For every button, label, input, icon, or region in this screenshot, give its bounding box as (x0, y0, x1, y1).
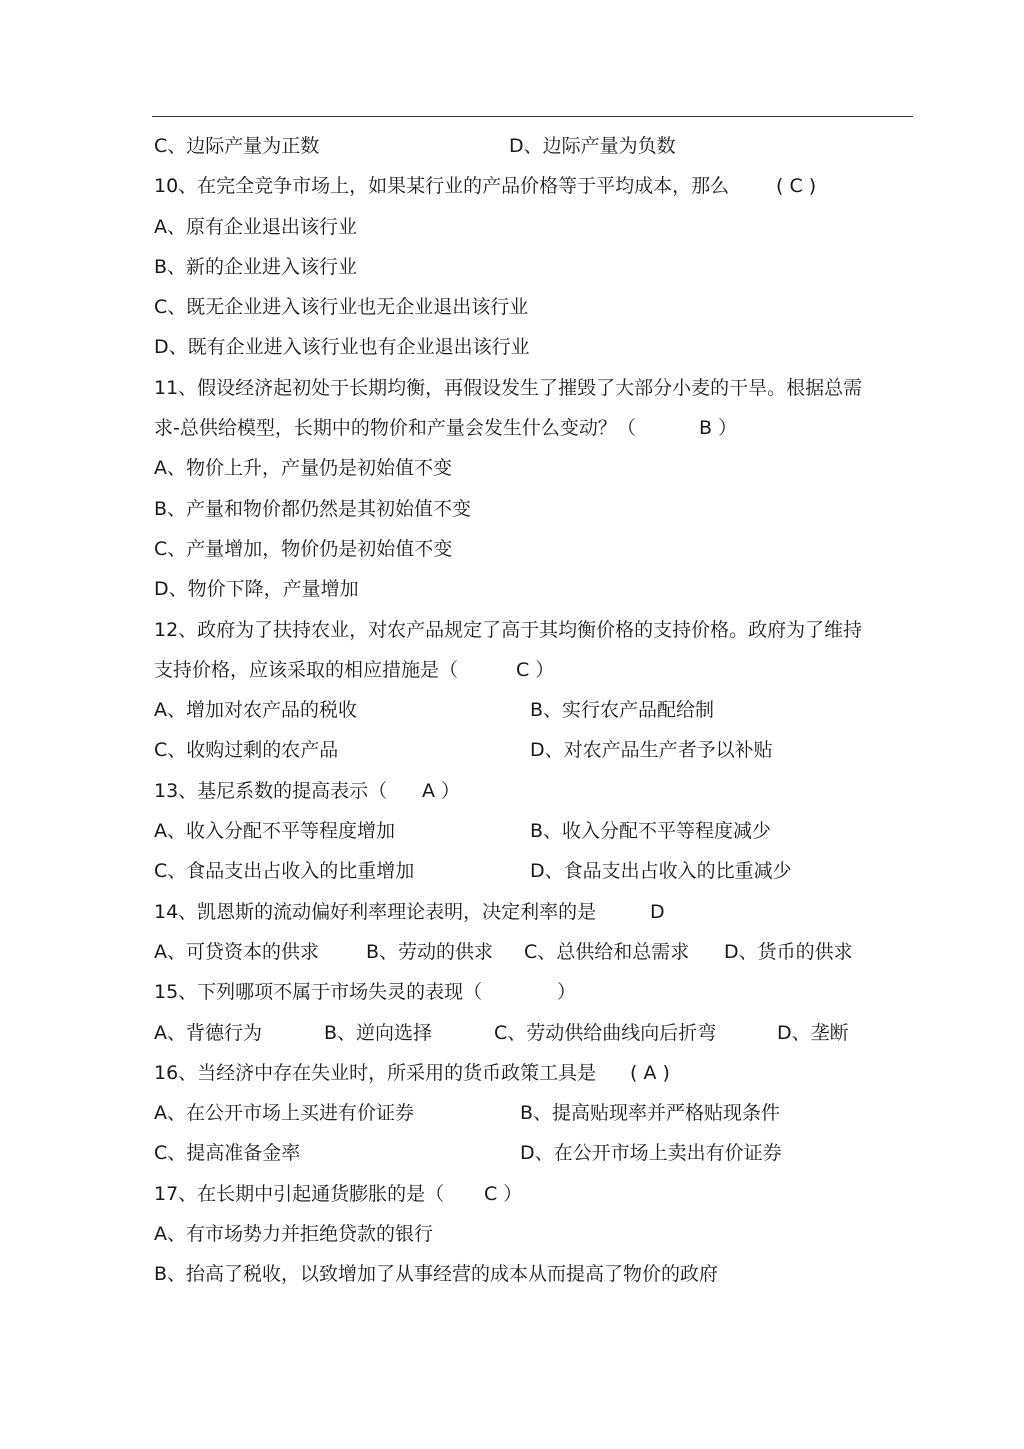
q15-option-c: C、劳动供给曲线向后折弯 (494, 1021, 717, 1044)
q14-option-c: C、总供给和总需求 (524, 940, 690, 963)
q13-option-a: A、收入分配不平等程度增加 (154, 820, 395, 843)
q10-option-c: C、既无企业进入该行业也无企业退出该行业 (154, 296, 529, 319)
q11-option-b: B、产量和物价都仍然是其初始值不变 (154, 497, 472, 520)
q11-option-c: C、产量增加，物价仍是初始值不变 (154, 537, 453, 560)
q13-option-b: B、收入分配不平等程度减少 (530, 820, 772, 843)
q15-option-d: D、垄断 (777, 1021, 849, 1044)
q14-option-b: B、劳动的供求 (366, 940, 494, 963)
q16-option-c: C、提高准备金率 (154, 1142, 301, 1165)
q11-option-d-line (154, 569, 914, 609)
q12-stem-line-2 (154, 650, 914, 690)
q12-option-d: D、对农产品生产者予以补贴 (530, 739, 773, 762)
q15-options (154, 1013, 914, 1053)
q17-option-a-line (154, 1214, 914, 1254)
q13-answer: A ） (422, 779, 461, 802)
q10-stem: 10、在完全竞争市场上，如果某行业的产品价格等于平均成本，那么 (154, 175, 730, 198)
q10-option-d: D、既有企业进入该行业也有企业退出该行业 (154, 336, 530, 359)
q11-answer: B ） (699, 417, 738, 440)
q10-option-a-line (154, 207, 914, 247)
q11-stem-line-2 (154, 408, 914, 448)
q15-option-b: B、逆向选择 (324, 1021, 433, 1044)
q13-stem: 13、基尼系数的提高表示（ (154, 779, 388, 802)
q17-option-b-line (154, 1254, 914, 1294)
q12-option-a: A、增加对农产品的税收 (154, 699, 357, 722)
q16-stem: 16、当经济中存在失业时，所采用的货币政策工具是 (154, 1061, 597, 1084)
q14-answer: D (650, 900, 665, 923)
q16-stem-line (154, 1053, 914, 1093)
q9-option-d: D、边际产量为负数 (509, 135, 676, 157)
q12-stem-part-2: 支持价格，应该采取的相应措施是（ (154, 658, 459, 681)
q10-option-c-line (154, 287, 914, 327)
q15-option-a: A、背德行为 (154, 1021, 262, 1044)
q12-answer: C ） (516, 658, 555, 681)
q11-stem-part-2: 求-总供给模型，长期中的物价和产量会发生什么变动？（ (154, 417, 636, 440)
q12-option-b: B、实行农产品配给制 (530, 699, 715, 722)
q10-option-b: B、新的企业进入该行业 (154, 255, 358, 278)
q11-option-d: D、物价下降，产量增加 (154, 578, 359, 601)
q11-option-a-line (154, 448, 914, 488)
q12-stem-part-1: 12、政府为了扶持农业，对农产品规定了高于其均衡价格的支持价格。政府为了维持 (154, 618, 863, 641)
q15-answer: ） (557, 981, 577, 1004)
q14-option-a: A、可贷资本的供求 (154, 940, 319, 963)
q14-options (154, 932, 914, 972)
q12-option-c: C、收购过剩的农产品 (154, 739, 339, 762)
q15-stem-line (154, 972, 914, 1012)
q11-stem-part-1: 11、假设经济起初处于长期均衡，再假设发生了摧毁了大部分小麦的干旱。根据总需 (154, 376, 863, 399)
q13-option-c: C、食品支出占收入的比重增加 (154, 860, 415, 883)
q10-answer: ( C ) (776, 175, 817, 198)
header-rule (152, 116, 913, 117)
document-body (154, 126, 914, 1295)
q12-options-ab (154, 690, 914, 730)
q16-answer: ( A ) (630, 1061, 670, 1084)
q11-option-a: A、物价上升，产量仍是初始值不变 (154, 457, 452, 480)
q14-stem-line (154, 892, 914, 932)
q10-option-b-line (154, 247, 914, 287)
q9-options-cd (154, 126, 914, 166)
q9-option-c: C、边际产量为正数 (154, 135, 320, 157)
q13-stem-line (154, 771, 914, 811)
q16-option-d: D、在公开市场上卖出有价证券 (520, 1142, 782, 1165)
q11-option-c-line (154, 529, 914, 569)
q12-stem-line-1 (154, 610, 914, 650)
q10-stem-line (154, 166, 914, 206)
q16-option-a: A、在公开市场上买进有价证券 (154, 1102, 414, 1125)
q11-stem-line-1 (154, 368, 914, 408)
q17-option-a: A、有市场势力并拒绝贷款的银行 (154, 1223, 433, 1246)
q17-answer: C ） (484, 1182, 523, 1205)
q14-stem: 14、凯恩斯的流动偏好利率理论表明，决定利率的是 (154, 900, 597, 923)
q11-option-b-line (154, 489, 914, 529)
q13-option-d: D、食品支出占收入的比重减少 (530, 860, 792, 883)
q16-option-b: B、提高贴现率并严格贴现条件 (520, 1102, 781, 1125)
q13-options-ab (154, 811, 914, 851)
q17-stem: 17、在长期中引起通货膨胀的是（ (154, 1182, 445, 1205)
q17-stem-line (154, 1174, 914, 1214)
q10-option-a: A、原有企业退出该行业 (154, 215, 357, 238)
q16-options-ab (154, 1093, 914, 1133)
q15-stem: 15、下列哪项不属于市场失灵的表现（ (154, 981, 483, 1004)
q16-options-cd (154, 1133, 914, 1173)
q14-option-d: D、货币的供求 (724, 940, 853, 963)
q10-option-d-line (154, 327, 914, 367)
q13-options-cd (154, 851, 914, 891)
q17-option-b: B、抬高了税收，以致增加了从事经营的成本从而提高了物价的政府 (154, 1263, 719, 1286)
q12-options-cd (154, 730, 914, 770)
